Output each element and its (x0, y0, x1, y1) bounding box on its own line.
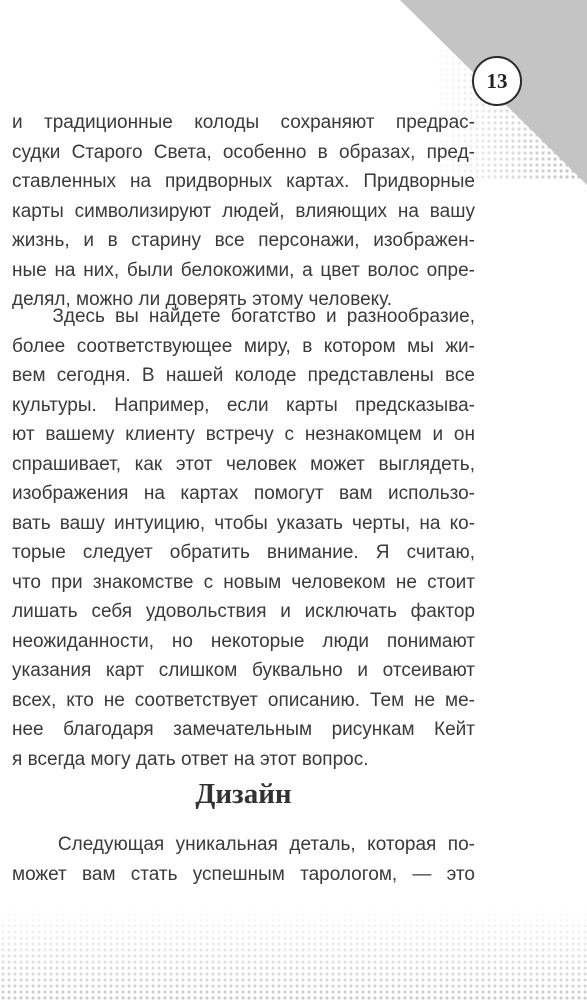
paragraph-design (12, 830, 475, 889)
text-line: нее благодаря замечательным рисункам Кейт (12, 719, 475, 740)
text-line: жизнь, и в старину все персонажи, изображен- (12, 230, 475, 251)
text-line: ставленных на придворных картах. Придворные (12, 171, 475, 192)
text-line: более соответствующее миру, в котором мы жи- (12, 335, 475, 357)
text-line: изображения на картах помогут вам использо- (12, 483, 475, 504)
text-line: что при знакомстве с новым человеком не стоит (12, 571, 475, 593)
text-line: ные на них, были белокожими, а цвет волос опре- (12, 259, 475, 281)
text-line: Следующая уникальная деталь, которая по- (12, 834, 475, 855)
text-line: судки Старого Света, особенно в образах, пред- (12, 141, 475, 163)
text-line: спрашивает, как этот человек может выглядеть, (12, 453, 475, 475)
text-line: культуры. Например, если карты предсказыва- (12, 394, 475, 416)
text-line: Здесь вы найдете богатство и разнообразие, (12, 306, 475, 327)
text-line: неожиданности, но некоторые люди понимают (12, 630, 475, 652)
text-line: всех, кто не соответствует описанию. Тем не ме- (12, 689, 475, 711)
text-line: может вам стать успешным тарологом, — это (12, 863, 475, 885)
section-heading: Дизайн (195, 778, 292, 810)
text-line: и традиционные колоды сохраняют предрас- (12, 112, 475, 133)
paragraph-diversity (12, 302, 475, 774)
text-line: лишать себя удовольствия и исключать фактор (12, 601, 475, 622)
text-line: делял, можно ли доверять этому человеку. (12, 289, 393, 310)
text-line: ют вашему клиенту встречу с незнакомцем и он (12, 424, 475, 445)
text-line: торые следует обратить внимание. Я считаю, (12, 542, 475, 563)
text-line: указания карт слишком буквально и отсеивают (12, 660, 475, 681)
page-number: 13 (472, 56, 522, 106)
text-line: карты символизируют людей, влияющих на вашу (12, 200, 475, 222)
text-line: я всегда могу дать ответ на этот вопрос. (12, 748, 369, 770)
text-line: вать вашу интуицию, чтобы указать черты, на ко- (12, 512, 475, 534)
text-line: вем сегодня. В нашей колоде представлены все (12, 365, 475, 386)
paragraph-continuation (12, 108, 475, 315)
bottom-halftone-decoration (0, 905, 587, 1000)
